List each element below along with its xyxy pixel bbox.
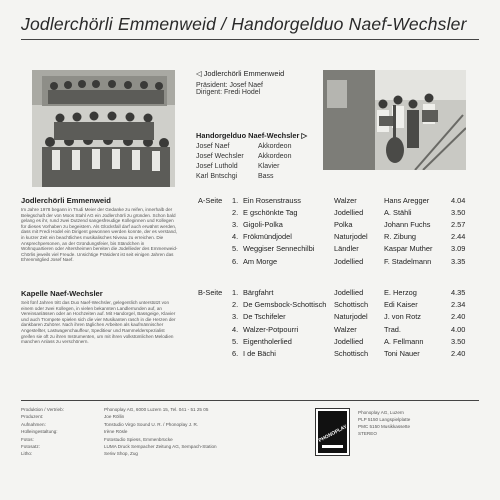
choir-conductor: Dirigent: Fredi Hodel bbox=[196, 89, 261, 96]
duo-member-4 bbox=[196, 173, 237, 180]
member-name: Josef Wechsler bbox=[196, 153, 244, 160]
track-title: Ein Rosenstrauss bbox=[243, 196, 301, 205]
credit-label: Hülleingestaltung: bbox=[21, 429, 58, 435]
track-genre: Jodellied bbox=[334, 337, 364, 346]
choir-photo bbox=[32, 70, 175, 187]
track-row bbox=[0, 257, 500, 268]
credit-value: Joe Röllin bbox=[104, 414, 125, 420]
duo-member-1-instrument: Akkordeon bbox=[258, 143, 292, 150]
track-composer: Trad. bbox=[384, 325, 401, 334]
track-genre: Naturjodel bbox=[334, 312, 368, 321]
track-genre: Walzer bbox=[334, 196, 357, 205]
track-number: 1. bbox=[232, 196, 239, 205]
track-row bbox=[0, 196, 500, 207]
track-title: Walzer-Potpourri bbox=[243, 325, 299, 334]
duo-member-2-instrument: Akkordeon bbox=[258, 153, 292, 160]
track-row bbox=[0, 337, 500, 348]
track-title: Frökmündjodel bbox=[243, 232, 292, 241]
track-number: 3. bbox=[232, 220, 239, 229]
track-number: 4. bbox=[232, 232, 239, 241]
track-genre: Ländler bbox=[334, 244, 359, 253]
choir-bio-heading: Jodlerchörli Emmenweid bbox=[21, 196, 111, 205]
track-title: De Gemsbock-Schottisch bbox=[243, 300, 327, 309]
right-credits bbox=[358, 410, 410, 438]
track-title: Bärgfahrt bbox=[243, 288, 274, 297]
track-duration: 2.40 bbox=[451, 312, 466, 321]
footer-rule bbox=[21, 400, 479, 401]
track-genre: Jodellied bbox=[334, 257, 364, 266]
duo-member-3 bbox=[196, 163, 238, 170]
svg-text:PHONOPLAY: PHONOPLAY bbox=[317, 423, 349, 444]
track-title: E gschönkte Tag bbox=[243, 208, 298, 217]
track-number: 5. bbox=[232, 337, 239, 346]
track-number: 2. bbox=[232, 300, 239, 309]
track-duration: 2.34 bbox=[451, 300, 466, 309]
track-number: 6. bbox=[232, 257, 239, 266]
track-duration: 3.35 bbox=[451, 257, 466, 266]
track-number: 3. bbox=[232, 312, 239, 321]
duo-member-1 bbox=[196, 143, 229, 150]
track-genre: Schottisch bbox=[334, 349, 369, 358]
track-number: 2. bbox=[232, 208, 239, 217]
duo-bio-heading: Kapelle Naef-Wechsler bbox=[21, 289, 103, 298]
duo-bio-text: Seit fünf Jahren tritt das Duo Naef-Wechsler, gelegentlich unterstützt von einem oder zwei Kollegen, in vielen bekannten Landlerrunden auf, an Vereinsanlässen oder an Hochzeiten auf. Mit Handorgel, Bassgeige, Klavier und auch Trompete spielen sich die vier Musikanten rasch in die Herzen der dankbaren Zuhörer. Nach ihren täglichen Arbeiten als kaufmännischer Angestellter, Lastwagenchauffeur, Speditieur und Rammelderspezialist greifen sie oft zu ihren Instrumenten, um mit ihren volkstümlichen Melodien manchen Anlass zu verschönern. bbox=[21, 300, 176, 345]
track-title: Weggiser Sennechilbi bbox=[243, 244, 315, 253]
track-composer: Edi Kaiser bbox=[384, 300, 418, 309]
track-row bbox=[0, 232, 500, 243]
credit-value: Seriw Shop, Zug bbox=[104, 451, 138, 457]
credit-value: Irène Rösle bbox=[104, 429, 128, 435]
duo-member-3-instrument: Klavier bbox=[258, 163, 280, 170]
track-row bbox=[0, 208, 500, 219]
track-duration: 2.57 bbox=[451, 220, 466, 229]
duo-member-4-instrument: Bass bbox=[258, 173, 274, 180]
track-genre: Schottisch bbox=[334, 300, 369, 309]
credit-value: Phonoplay AG, 6000 Luzern 15, Tel. 041 - 51 25 05 bbox=[104, 407, 209, 412]
stereo-mark: STEREO bbox=[358, 431, 377, 436]
track-duration: 2.44 bbox=[451, 232, 466, 241]
track-composer: Toni Nauer bbox=[384, 349, 420, 358]
credit-label: Produktion / Vertrieb: bbox=[21, 407, 64, 412]
choir-bio-text: Im Jahre 1978 begann in Trudi Meier der Gedanke zu reifen, innerhalb der Belegschaft der von Moos Stahl AG ein Jodlerchörli zu gründen. Schon bald gelang es ihr, rund zwei Dutzend sangesfreudige Kolleginnen und Kollegen für dieses Vorhaben zu begeistern. Als Glücksfall darf auch erwähnt werden, dass mit Fredi Hodel ein Dirigent gewonnen werden konnte, der es verstand, in kurzer Zeit ein beachtliches musikalisches Niveau zu erreichen. Die Ansprechpersonen, an der Gründungsfeier, bis Ständchen in Wohnquartieren oder Altersheimen bereiten die Jodellieder des Emmenweid-Chörlis jeweils viel Freude. Unsichtige Präsident ist seit einigen Jahren das Ehrenmitglied Josef Naef. bbox=[21, 207, 178, 263]
label-company: Phonoplay AG, Luzern bbox=[358, 410, 404, 415]
track-title: Eigentholerlied bbox=[243, 337, 292, 346]
phonoplay-logo bbox=[315, 408, 350, 456]
track-composer: Johann Fuchs bbox=[384, 220, 431, 229]
credit-value: Fotostudio Spiess, Emmenbrücke bbox=[104, 436, 173, 442]
track-row bbox=[0, 312, 500, 323]
choir-president: Präsident: Josef Naef bbox=[196, 82, 263, 89]
track-composer: R. Zibung bbox=[384, 232, 417, 241]
b-side-label: B-Seite bbox=[198, 288, 223, 297]
member-name: Karl Bntschgi bbox=[196, 173, 238, 180]
track-composer: A. Stähli bbox=[384, 208, 412, 217]
album-title: Jodlerchörli Emmenweid / Handorgelduo Naef-Wechsler bbox=[21, 14, 467, 34]
track-row bbox=[0, 325, 500, 336]
track-title: I de Bächi bbox=[243, 349, 276, 358]
track-row bbox=[0, 300, 500, 311]
track-number: 5. bbox=[232, 244, 239, 253]
choir-heading: ◁ Jodlerchörli Emmenweid bbox=[196, 69, 285, 78]
track-duration: 2.40 bbox=[451, 349, 466, 358]
credits-labels bbox=[21, 407, 64, 459]
track-row bbox=[0, 220, 500, 231]
duo-member-2 bbox=[196, 153, 244, 160]
member-name: Josef Luthold bbox=[196, 163, 238, 170]
track-duration: 3.09 bbox=[451, 244, 466, 253]
credit-value: Tonstudio Virgo Sound U. R. / Phonoplay J. R. bbox=[104, 421, 199, 427]
track-duration: 4.00 bbox=[451, 325, 466, 334]
duo-heading: Handorgelduo Naef-Wechsler ▷ bbox=[196, 131, 308, 140]
member-name: Josef Naef bbox=[196, 143, 230, 150]
track-number: 1. bbox=[232, 288, 239, 297]
title-underline bbox=[21, 39, 479, 40]
credit-label: Aufnahmen: bbox=[21, 421, 46, 427]
credit-label: Fotos: bbox=[21, 436, 34, 442]
duo-photo bbox=[323, 70, 466, 170]
credit-label: Litho: bbox=[21, 451, 33, 457]
track-row bbox=[0, 349, 500, 360]
choir-info bbox=[196, 69, 284, 96]
track-composer: Kaspar Muther bbox=[384, 244, 433, 253]
track-duration: 3.50 bbox=[451, 208, 466, 217]
credit-value: LUMA Druck Sempacher Zeitung AG, Sempach-Station bbox=[104, 443, 217, 449]
lp-catalog: PLP 5150 Langspielplatte bbox=[358, 417, 411, 422]
track-number: 4. bbox=[232, 325, 239, 334]
track-composer: E. Herzog bbox=[384, 288, 417, 297]
track-genre: Jodellied bbox=[334, 288, 364, 297]
mc-catalog: PMC 5150 Musikkassette bbox=[358, 424, 411, 429]
track-genre: Walzer bbox=[334, 325, 357, 334]
credit-label: Produzent: bbox=[21, 414, 44, 420]
credits-values bbox=[104, 407, 217, 459]
track-composer: F. Stadelmann bbox=[384, 257, 432, 266]
track-title: Am Morge bbox=[243, 257, 278, 266]
track-row bbox=[0, 244, 500, 255]
track-duration: 4.35 bbox=[451, 288, 466, 297]
track-duration: 3.50 bbox=[451, 337, 466, 346]
credit-label: Fotosatz: bbox=[21, 443, 40, 449]
track-title: De Tschifeler bbox=[243, 312, 286, 321]
duo-info bbox=[196, 131, 307, 140]
track-title: Gigoli-Polka bbox=[243, 220, 283, 229]
track-composer: J. von Rotz bbox=[384, 312, 421, 321]
track-number: 6. bbox=[232, 349, 239, 358]
track-composer: A. Fellmann bbox=[384, 337, 424, 346]
track-duration: 4.04 bbox=[451, 196, 466, 205]
a-side-label: A-Seite bbox=[198, 196, 223, 205]
track-genre: Jodellied bbox=[334, 208, 364, 217]
track-row bbox=[0, 288, 500, 299]
track-genre: Polka bbox=[334, 220, 353, 229]
track-genre: Naturjodel bbox=[334, 232, 368, 241]
track-composer: Hans Aregger bbox=[384, 196, 430, 205]
